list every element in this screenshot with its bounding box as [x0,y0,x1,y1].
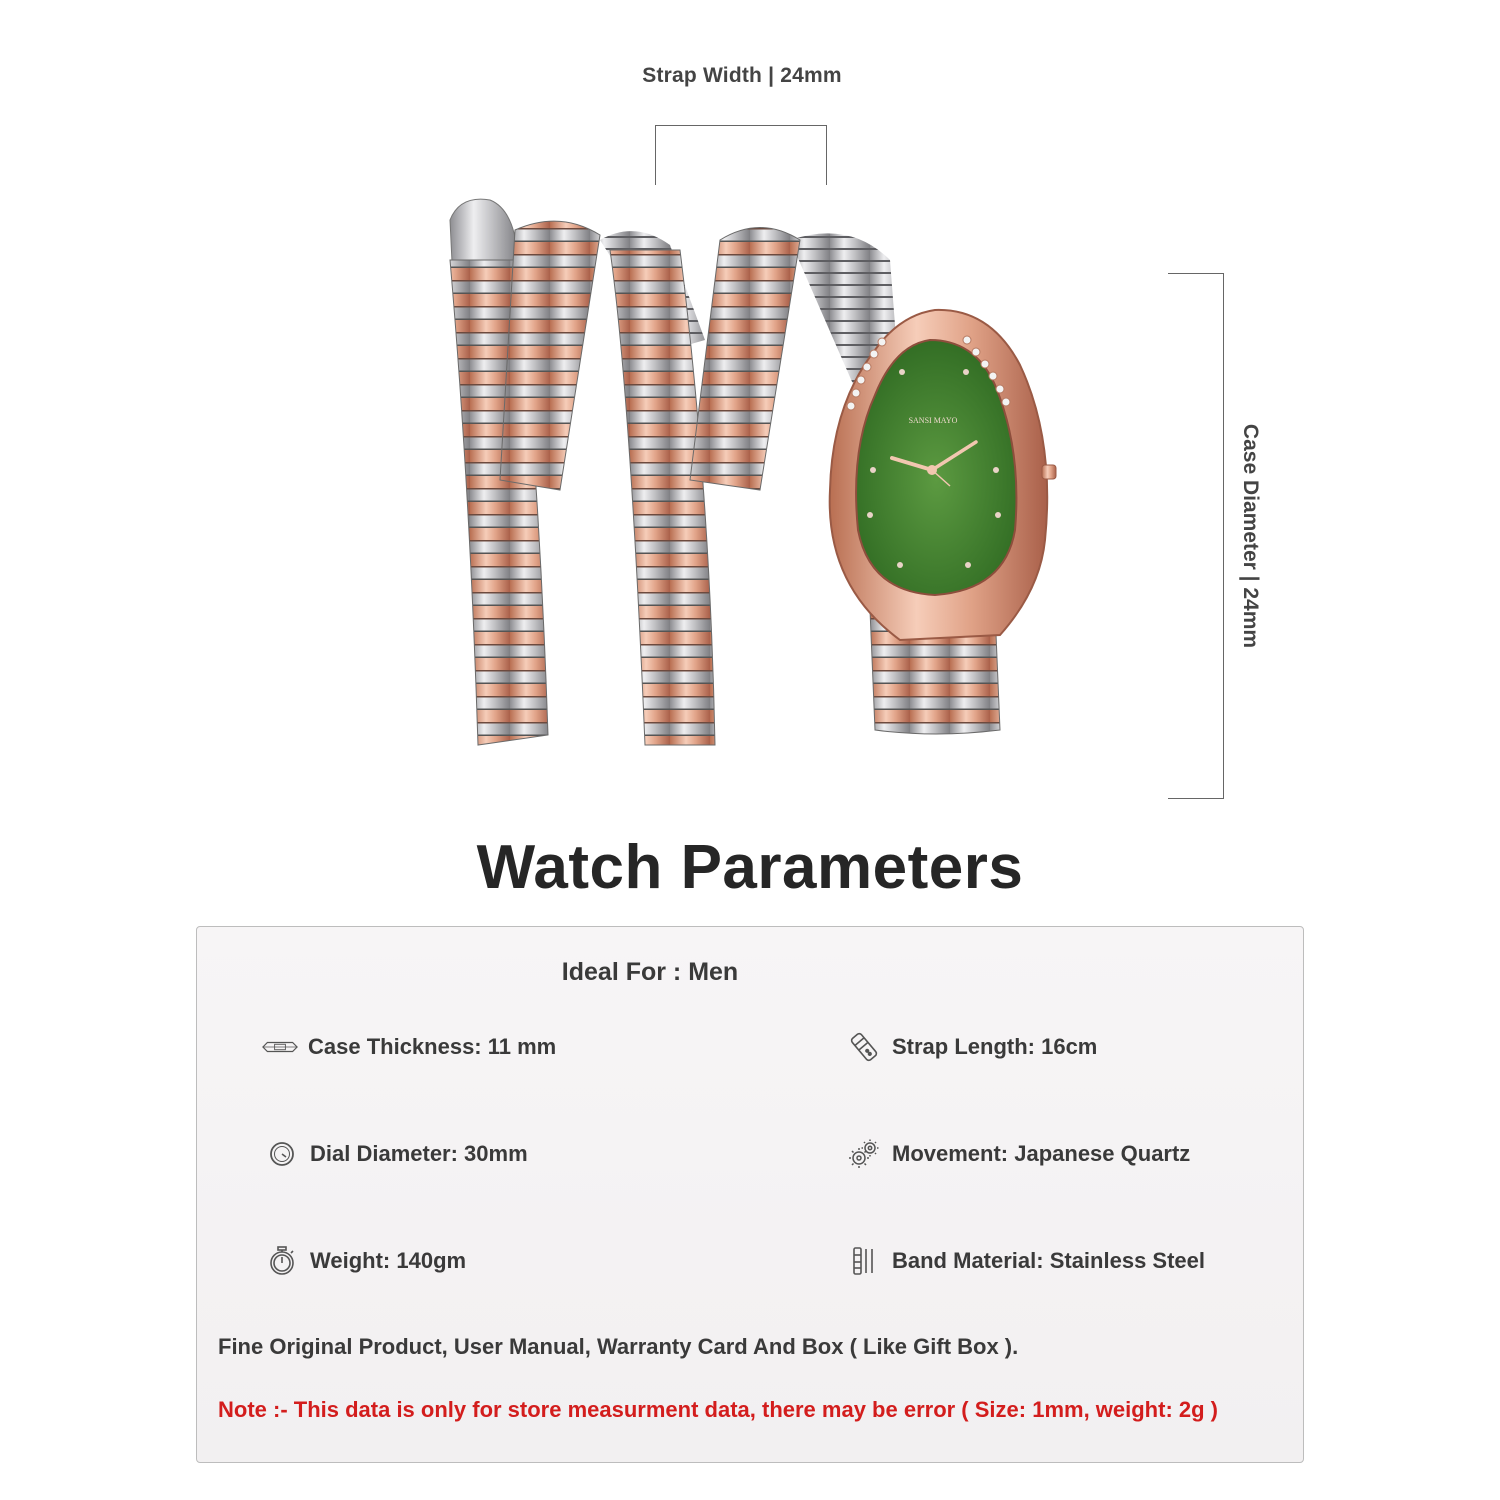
band-links-icon [846,1246,882,1276]
strap-icon [846,1032,882,1062]
parameters-card [196,926,1304,1463]
case-diameter-label: Case Diameter | 24mm [1239,423,1262,649]
stopwatch-icon [264,1246,300,1276]
strap-width-label: Strap Width | 24mm [642,64,842,87]
page-title: Watch Parameters [476,833,1024,902]
param-dial-diameter [264,1139,528,1169]
case-thickness-icon [262,1032,298,1062]
param-band-material [846,1246,1205,1276]
param-weight-label: Weight: 140gm [310,1248,467,1273]
package-contents-text: Fine Original Product, User Manual, Warranty Card And Box ( Like Gift Box ). [218,1334,1019,1359]
strap-width-bracket [655,125,827,185]
dial-brand-text: SANSI MAYO [908,416,958,425]
ideal-for-heading: Ideal For : Men [561,958,739,986]
gears-icon [846,1139,882,1169]
param-weight [264,1246,466,1276]
dial-icon [264,1139,300,1169]
case-diameter-bracket [1168,273,1224,799]
watch-product-image [430,190,1070,760]
param-strap-length-label: Strap Length: 16cm [892,1034,1098,1059]
param-strap-length [846,1032,1097,1062]
param-case-thickness-label: Case Thickness: 11 mm [308,1034,557,1059]
param-case-thickness [262,1032,556,1062]
param-movement-label: Movement: Japanese Quartz [892,1141,1191,1166]
param-movement [846,1139,1190,1169]
param-dial-diameter-label: Dial Diameter: 30mm [310,1141,528,1166]
measurement-note: Note :- This data is only for store measurment data, there may be error ( Size: 1mm, weight: 2g ) [218,1397,1219,1422]
param-band-material-label: Band Material: Stainless Steel [892,1248,1205,1273]
